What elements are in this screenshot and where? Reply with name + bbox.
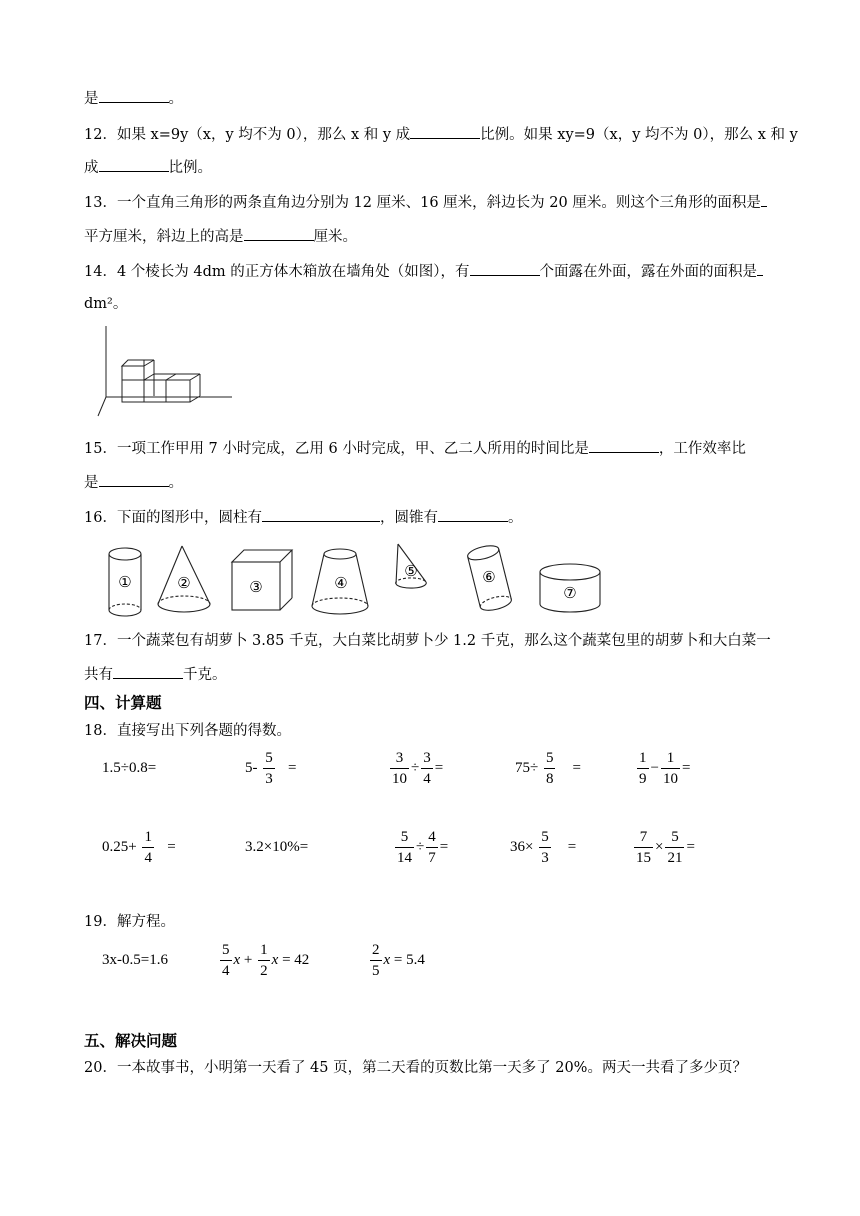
- q13-line1: 13．一个直角三角形的两条直角边分别为 12 厘米、16 厘米，斜边长为 20 厘米。则这个三角形的面积是: [84, 192, 767, 213]
- solid-shapes-figure: [100, 540, 820, 620]
- q16-line1: 16．下面的图形中，圆柱有 ，圆锥有 。: [84, 507, 522, 528]
- q18-title: 18．直接写出下列各题的得数。: [84, 723, 291, 739]
- answer-blank[interactable]: [589, 438, 659, 453]
- q12-line2: 成 比例。: [84, 157, 212, 178]
- fraction: $\frac{5}{21}$: [667, 829, 683, 866]
- fraction: $\frac{5}{8}$: [545, 750, 554, 787]
- shape-label-1: ①: [118, 575, 132, 591]
- shape-label-4: ④: [334, 576, 348, 592]
- shape-label-5: ⑤: [404, 564, 418, 580]
- answer-blank[interactable]: [438, 507, 508, 522]
- prev-question-tail: 是 。: [84, 88, 183, 109]
- shape-label-3: ③: [249, 580, 263, 596]
- calc-5: $\frac{1}{9}$ − $\frac{1}{10}$ =: [639, 750, 691, 787]
- q15-line2: 是 。: [84, 472, 183, 493]
- fraction: $\frac{7}{15}$: [636, 829, 651, 866]
- section-heading-calc: 四、计算题: [84, 694, 162, 712]
- q17-line1: 17．一个蔬菜包有胡萝卜 3.85 千克，大白菜比胡萝卜少 1.2 千克，那么这个蔬菜包里的胡萝卜和大白菜一: [84, 633, 771, 649]
- calc-1: 1.5÷0.8=: [102, 760, 157, 776]
- calc-6: 0.25+ $\frac{1}{4}$ =: [102, 829, 176, 866]
- fraction: $\frac{3}{10}$: [392, 750, 407, 787]
- q13-line2: 平方厘米，斜边上的高是 厘米。: [84, 226, 357, 247]
- fraction: $\frac{5}{3}$: [265, 750, 273, 787]
- answer-blank[interactable]: [757, 261, 763, 276]
- answer-blank[interactable]: [113, 664, 183, 679]
- answer-blank[interactable]: [244, 226, 314, 241]
- fraction: $\frac{3}{4}$: [423, 750, 431, 787]
- equation-2: $\frac{5}{4}$ x + $\frac{1}{2}$ x = 42: [222, 942, 310, 979]
- fraction: $\frac{5}{3}$: [541, 829, 549, 866]
- equation-1: 3x-0.5=1.6: [102, 952, 168, 968]
- shape-label-7: ⑦: [563, 586, 577, 602]
- fraction: $\frac{1}{2}$: [260, 942, 268, 979]
- calc-9: 36× $\frac{5}{3}$ =: [510, 829, 577, 866]
- q14-line2: dm²。: [84, 296, 128, 312]
- q12-line1: 12．如果 x=9y（x，y 均不为 0），那么 x 和 y 成 比例。如果 xy=9（x，y 均不为 0），那么 x 和 y: [84, 124, 798, 145]
- q19-title: 19．解方程。: [84, 914, 175, 930]
- calc-3: $\frac{3}{10}$ ÷ $\frac{3}{4}$ =: [392, 750, 444, 787]
- shape-label-6: ⑥: [482, 570, 496, 586]
- corner-boxes-figure: [96, 322, 236, 422]
- answer-blank[interactable]: [99, 88, 169, 103]
- fraction: $\frac{1}{10}$: [662, 750, 678, 787]
- fraction: $\frac{4}{7}$: [428, 829, 436, 866]
- fraction: $\frac{1}{9}$: [639, 750, 647, 787]
- answer-blank[interactable]: [410, 124, 480, 139]
- answer-blank[interactable]: [761, 192, 767, 207]
- q17-line2: 共有 千克。: [84, 664, 227, 685]
- shape-label-2: ②: [177, 576, 191, 592]
- calc-8: $\frac{5}{14}$ ÷ $\frac{4}{7}$ =: [397, 829, 449, 866]
- fraction: $\frac{1}{4}$: [144, 829, 152, 866]
- calc-2: 5- $\frac{5}{3}$ =: [245, 750, 297, 787]
- calc-10: $\frac{7}{15}$ × $\frac{5}{21}$ =: [636, 829, 695, 866]
- fraction: $\frac{2}{5}$: [372, 942, 380, 979]
- answer-blank[interactable]: [262, 507, 380, 522]
- answer-blank[interactable]: [99, 157, 169, 172]
- answer-blank[interactable]: [99, 472, 169, 487]
- q14-line1: 14．4 个棱长为 4dm 的正方体木箱放在墙角处（如图），有 个面露在外面，露在外面的面积是: [84, 261, 763, 282]
- equation-3: $\frac{2}{5}$ x = 5.4: [372, 942, 425, 979]
- fraction: $\frac{5}{4}$: [222, 942, 230, 979]
- fraction: $\frac{5}{14}$: [397, 829, 412, 866]
- calc-4: 75÷ $\frac{5}{8}$ =: [515, 750, 581, 787]
- answer-blank[interactable]: [470, 261, 540, 276]
- q15-line1: 15．一项工作甲用 7 小时完成，乙用 6 小时完成，甲、乙二人所用的时间比是 ，工作效率比: [84, 438, 746, 459]
- section-heading-problems: 五、解决问题: [84, 1032, 178, 1050]
- calc-7: 3.2×10%=: [245, 839, 309, 855]
- q20: 20．一本故事书，小明第一天看了 45 页，第二天看的页数比第一天多了 20%。两天一共看了多少页？: [84, 1060, 747, 1076]
